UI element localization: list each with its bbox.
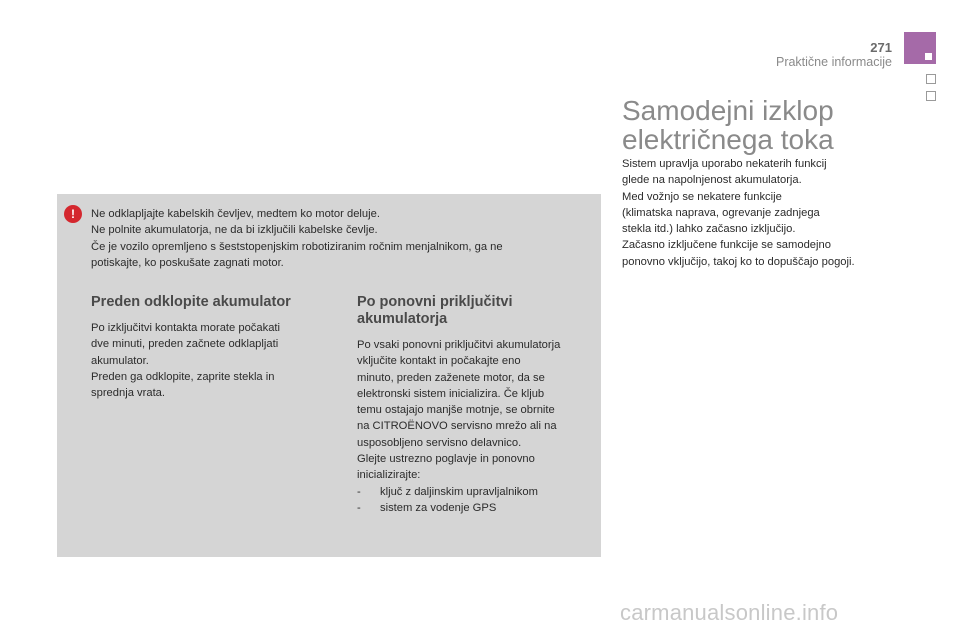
left-column [91, 294, 331, 401]
reinit-list [357, 484, 595, 517]
section-title: Samodejni izklop električnega toka [622, 95, 834, 155]
list-bullet: - [357, 501, 361, 514]
list-item-text: sistem za vodenje GPS [380, 501, 497, 514]
warning-paragraph: Ne odklapljajte kabelskih čevljev, medtem ko motor deluje. Ne polnite akumulatorja, ne da bi izključili kabelske čevlje. Če je vozilo opremljeno s šeststopenjskim robotiziranim ročnim menjalnikom, ga ne potiskajte, ko poskušate zagnati motor. [91, 208, 503, 269]
warning-text [91, 206, 591, 271]
chapter-title: Praktične informacije [775, 55, 892, 69]
list-item [357, 500, 595, 516]
right-body: Po vsaki ponovni priključitvi akumulatorja vključite kontakt in počakajte eno minuto, preden zaženete motor, da se elektronski sistem inicializira. Če kljub temu ostajajo manjše motnje, se obrnite na CITROËNOVO servisno mrežo ali na usposobljeno servisno delavnico. Glejte ustrezno poglavje in ponovno inicializirajte: [357, 339, 561, 482]
section-intro-text: Sistem upravlja uporabo nekaterih funkcij glede na napolnjenost akumulatorja. Med vožnjo se nekatere funkcije (klimatska naprava, ogrevanje zadnjega stekla itd.) lahko začasno izključijo. Začasno izključene funkcije se samodejno ponovno vključijo, takoj ko to dopuščajo pogoji. [622, 158, 855, 268]
chapter-tab-active[interactable] [904, 32, 936, 64]
list-bullet: - [357, 485, 361, 498]
page-number: 271 [870, 40, 892, 55]
tab-marker-icon [925, 53, 932, 60]
list-item-text: ključ z daljinskim upravljalnikom [380, 485, 538, 498]
right-column [357, 294, 595, 516]
section-intro [622, 156, 922, 270]
left-heading: Preden odklopite akumulator [91, 294, 291, 310]
watermark: carmanualsonline.info [620, 600, 839, 625]
right-heading: Po ponovni priključitvi akumulatorja [357, 294, 513, 327]
list-item [357, 484, 595, 500]
chapter-tab-empty-1[interactable] [926, 74, 936, 84]
left-body: Po izključitvi kontakta morate počakati dve minuti, preden začnete odklapljati akumulator. Preden ga odklopite, zaprite stekla in sprednja vrata. [91, 322, 281, 400]
exclamation-circle-icon: ! [64, 205, 82, 223]
